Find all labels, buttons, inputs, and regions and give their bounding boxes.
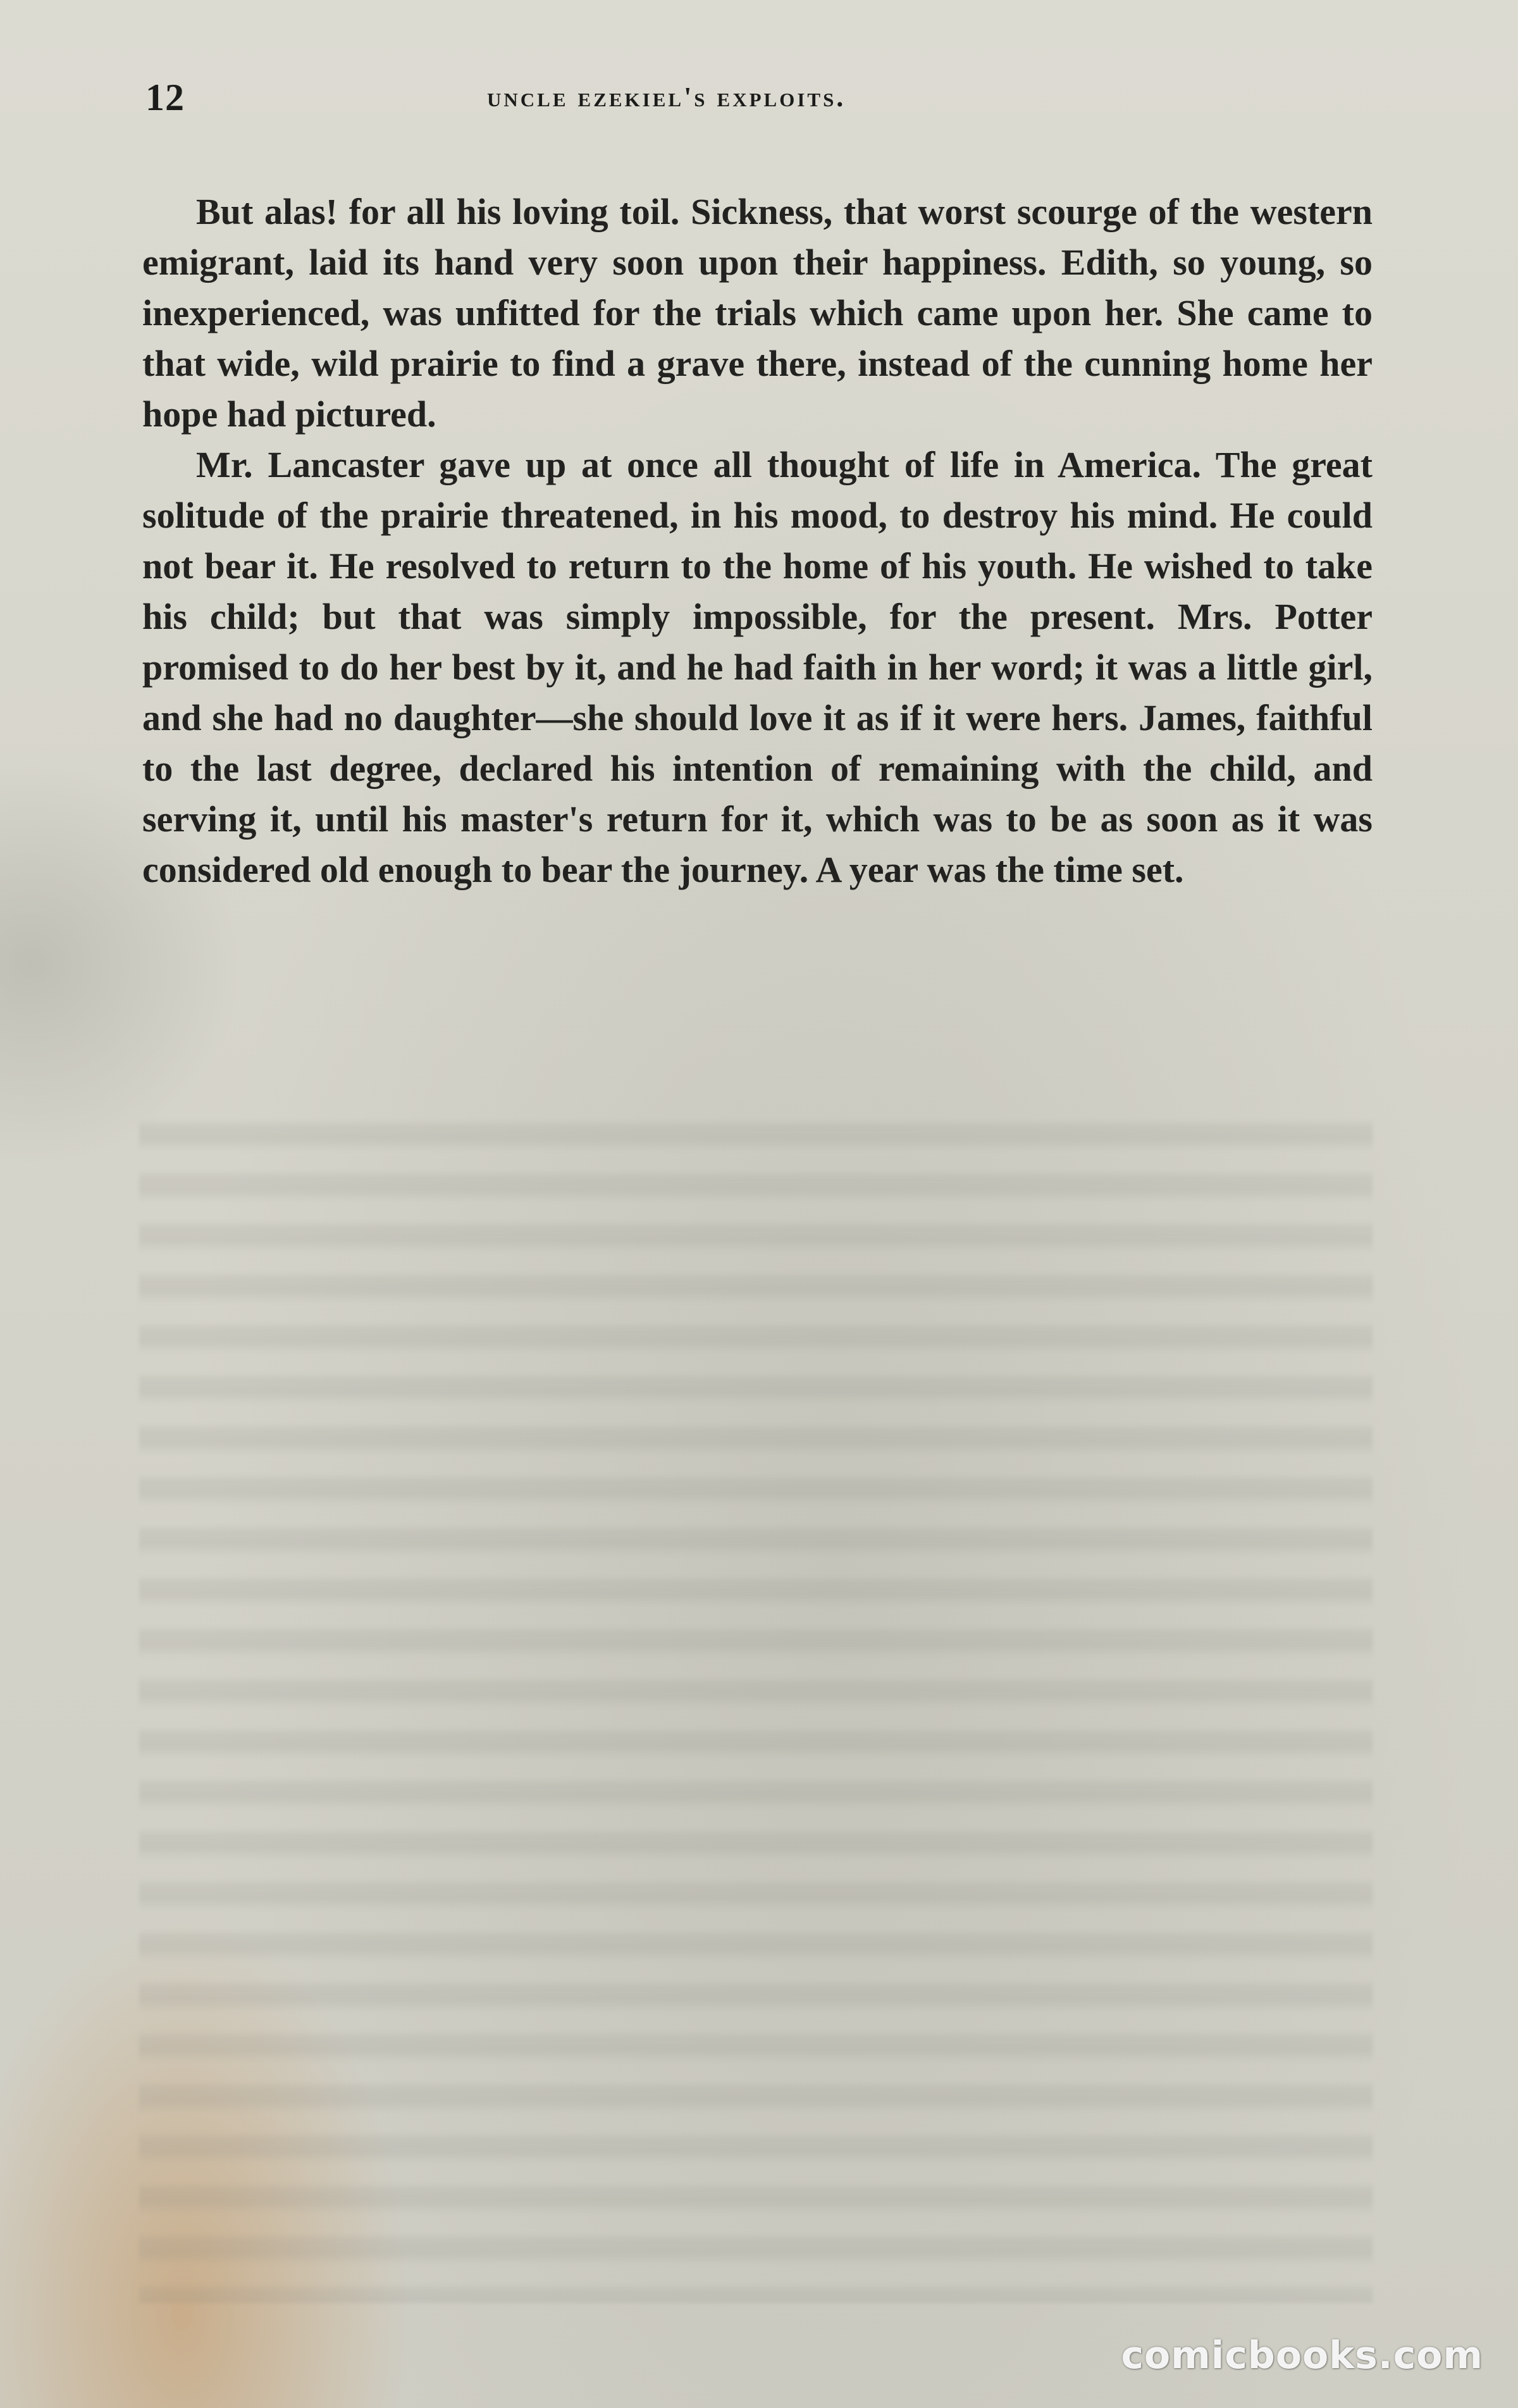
body-text: [142, 187, 1373, 895]
paragraph-2: Mr. Lancaster gave up at once all thought of life in America. The great solitude of the prairie threatened, in his mood, to destroy his mind. He could not bear it. He resolved to return to the home of his youth. He wished to take his child; but that was simply impossible, for the present. Mrs. Potter promised to do her best by it, and he had faith in her word; it was a little girl, and she had no daughter—she should love it as if it were hers. James, faithful to the last degree, declared his intention of remaining with the child, and serving it, until his master's return for it, which was to be as soon as it was considered old enough to bear the journey. A year was the time set.: [142, 444, 1373, 890]
running-title: uncle ezekiel's exploits.: [487, 82, 846, 113]
watermark: comicbooks.com: [1121, 2333, 1483, 2378]
page-number: 12: [145, 77, 185, 118]
running-head: [145, 76, 1373, 127]
show-through-texture: [139, 1101, 1373, 2303]
paragraph-1: But alas! for all his loving toil. Sickness, that worst scourge of the western emigrant, laid its hand very soon upon their happiness. Edith, so young, so inexperienced, was unfitted for the trials which came upon her. She came to that wide, wild prairie to find a grave there, instead of the cunning home her hope had pictured.: [142, 191, 1373, 435]
